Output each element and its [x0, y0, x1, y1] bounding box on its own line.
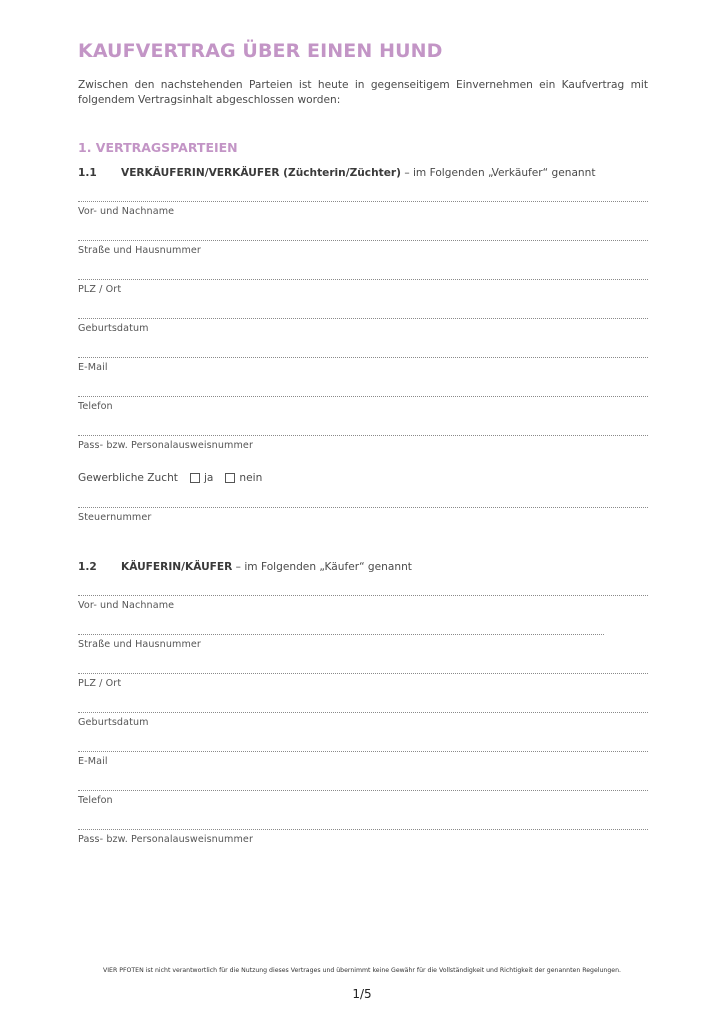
subsection-seller [78, 167, 596, 179]
subsection-note: – im Folgenden „Verkäufer“ genannt [400, 167, 596, 179]
field-label: Vor- und Nachname [78, 206, 175, 217]
input-line[interactable] [78, 507, 648, 508]
input-line[interactable] [78, 595, 648, 596]
seller-zip-city-field[interactable] [78, 279, 648, 295]
field-label: PLZ / Ort [78, 284, 122, 295]
field-label: E-Mail [78, 362, 108, 373]
seller-birthdate-field[interactable] [78, 318, 648, 334]
intro-paragraph: Zwischen den nachstehenden Parteien ist heute in gegenseitigem Einvernehmen ein Kaufvertrag mit folgendem Vertragsinhalt abgeschlossen worden: [78, 79, 648, 106]
checkbox-yes[interactable] [190, 473, 200, 483]
input-line[interactable] [78, 673, 648, 674]
field-label: PLZ / Ort [78, 678, 122, 689]
subsection-note: – im Folgenden „Käufer“ genannt [232, 561, 412, 573]
section-heading-parties: 1. VERTRAGSPARTEIEN [78, 140, 238, 155]
seller-street-field[interactable] [78, 240, 648, 256]
field-label: Straße und Hausnummer [78, 639, 201, 650]
page-number: 1/5 [352, 987, 372, 1001]
buyer-birthdate-field[interactable] [78, 712, 648, 728]
input-line[interactable] [78, 634, 604, 635]
input-line[interactable] [78, 279, 648, 280]
field-label: Steuernummer [78, 512, 152, 523]
option-no[interactable] [225, 472, 262, 484]
input-line[interactable] [78, 396, 648, 397]
checkbox-no[interactable] [225, 473, 235, 483]
field-label: Pass- bzw. Personalausweisnummer [78, 834, 253, 845]
input-line[interactable] [78, 751, 648, 752]
buyer-email-field[interactable] [78, 751, 648, 767]
input-line[interactable] [78, 829, 648, 830]
seller-phone-field[interactable] [78, 396, 648, 412]
commercial-breeding-row [78, 472, 262, 484]
subsection-title: VERKÄUFERIN/VERKÄUFER (Züchterin/Züchter) [121, 167, 401, 179]
buyer-name-field[interactable] [78, 595, 648, 611]
input-line[interactable] [78, 357, 648, 358]
commercial-breeding-label: Gewerbliche Zucht [78, 472, 178, 484]
seller-email-field[interactable] [78, 357, 648, 373]
input-line[interactable] [78, 790, 648, 791]
option-no-label: nein [239, 472, 263, 484]
seller-tax-number-field[interactable] [78, 507, 648, 523]
buyer-street-field[interactable] [78, 634, 604, 650]
field-label: Geburtsdatum [78, 323, 149, 334]
input-line[interactable] [78, 712, 648, 713]
subsection-number: 1.2 [78, 561, 97, 573]
input-line[interactable] [78, 318, 648, 319]
field-label: Straße und Hausnummer [78, 245, 201, 256]
seller-id-field[interactable] [78, 435, 648, 451]
subsection-number: 1.1 [78, 167, 97, 179]
field-label: Telefon [78, 401, 113, 412]
subsection-title: KÄUFERIN/KÄUFER [121, 561, 233, 573]
field-label: Telefon [78, 795, 113, 806]
field-label: Vor- und Nachname [78, 600, 175, 611]
input-line[interactable] [78, 201, 648, 202]
buyer-zip-city-field[interactable] [78, 673, 648, 689]
buyer-id-field[interactable] [78, 829, 648, 845]
buyer-phone-field[interactable] [78, 790, 648, 806]
option-yes-label: ja [203, 472, 214, 484]
subsection-buyer [78, 561, 412, 573]
field-label: E-Mail [78, 756, 108, 767]
disclaimer: VIER PFOTEN ist nicht verantwortlich für die Nutzung dieses Vertrages und übernimmt keine Gewähr für die Vollständigkeit und Richtigkeit der genannten Regelungen. [103, 967, 621, 974]
field-label: Pass- bzw. Personalausweisnummer [78, 440, 253, 451]
input-line[interactable] [78, 240, 648, 241]
document-title: KAUFVERTRAG ÜBER EINEN HUND [78, 40, 443, 62]
input-line[interactable] [78, 435, 648, 436]
option-yes[interactable] [190, 472, 213, 484]
seller-name-field[interactable] [78, 201, 648, 217]
field-label: Geburtsdatum [78, 717, 149, 728]
